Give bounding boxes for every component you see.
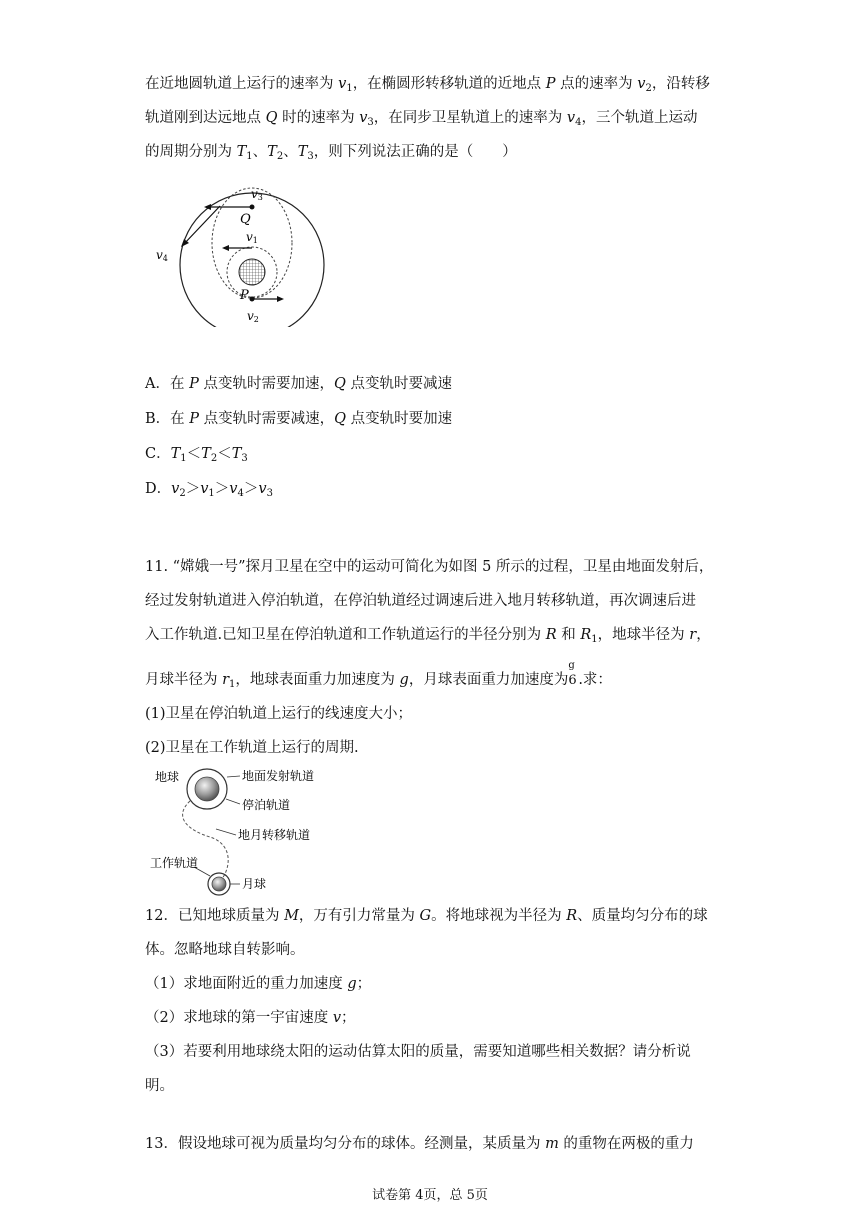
q10-line-3: 的周期分别为 $T_1$、$T_2$、$T_3$，则下列说法正确的是（ ） [145,144,517,162]
option-a: A．在 P 点变轨时需要加速，Q 点变轨时要减速 [145,376,452,392]
fig-v3-label: v [251,187,258,201]
q11-line-1: 11. “嫦娥一号”探月卫星在空中的运动可简化为如图 5 所示的过程，卫星由地面发射后， [145,559,714,575]
q13-line-1: 13．假设地球可视为质量均匀分布的球体。经测量，某质量为 m 的重物在两极的重力 [145,1136,694,1152]
q11-line-4: 月球半径为 $r_1$，地球表面重力加速度为 g，月球表面重力加速度为 g 6 .求： [145,660,612,690]
svg-text:v3: v3 [251,187,263,202]
g-over-6-fraction: g 6 [568,660,577,688]
fig-q-label: Q [240,212,251,227]
option-c: C．$T_1<T_2<T_3$ [145,446,248,464]
option-d: D．$v_2>v_1>v_4>v_3$ [145,481,273,499]
earth-icon [239,259,265,285]
label-transfer-orbit: 地月转移轨道 [238,828,311,842]
label-earth: 地球 [155,770,180,784]
q12-sub-1: （1）求地面附近的重力加速度 g； [145,976,372,992]
orbit-diagram [150,182,330,327]
fig-p-label: P [240,288,249,303]
q11-line-2: 经过发射轨道进入停泊轨道，在停泊轨道经过调速后进入地月转移轨道，再次调速后进 [145,593,696,609]
q11-sub-2: (2)卫星在工作轨道上运行的周期. [145,740,359,756]
label-launch-orbit: 地面发射轨道 [242,769,315,783]
q10-line-2: 轨道刚到达远地点 Q 时的速率为 $v_3$，在同步卫星轨道上的速率为 $v_4$，三个轨道上运动 [145,110,698,128]
label-parking-orbit: 停泊轨道 [242,798,291,812]
label-work-orbit: 工作轨道 [150,856,199,870]
fig-v4-label: v [156,248,163,262]
change-orbit-diagram [150,763,330,898]
q12-sub-3b: 明。 [145,1078,174,1094]
svg-text:v1: v1 [246,230,258,245]
label-moon: 月球 [242,877,267,891]
q12-sub-2: （2）求地球的第一宇宙速度 v； [145,1010,356,1026]
moon-ball-icon [212,877,226,891]
q11-line-3: 入工作轨道.已知卫星在停泊轨道和工作轨道运行的半径分别为 R 和 $R_1$，地球半径为 r， [145,627,711,645]
q11-sub-1: (1)卫星在停泊轨道上运行的线速度大小； [145,706,413,722]
fig-v1-label: v [246,230,253,244]
svg-text:v2: v2 [247,309,259,324]
svg-text:v4: v4 [156,248,168,263]
q10-line-1: 在近地圆轨道上运行的速率为 $v_1$，在椭圆形转移轨道的近地点 P 点的速率为 $v_2$，沿转移 [145,76,710,94]
q12-line-2: 体。忽略地球自转影响。 [145,942,305,958]
page-footer: 试卷第 4页，总 5页 [372,1188,488,1203]
q12-line-1: 12．已知地球质量为 M，万有引力常量为 G。将地球视为半径为 R、质量均匀分布的球 [145,908,708,924]
option-b: B．在 P 点变轨时需要减速，Q 点变轨时要加速 [145,411,453,427]
earth-ball-icon [195,777,219,801]
q12-sub-3: （3）若要利用地球绕太阳的运动估算太阳的质量，需要知道哪些相关数据？请分析说 [145,1044,691,1060]
fig-v2-label: v [247,309,254,323]
